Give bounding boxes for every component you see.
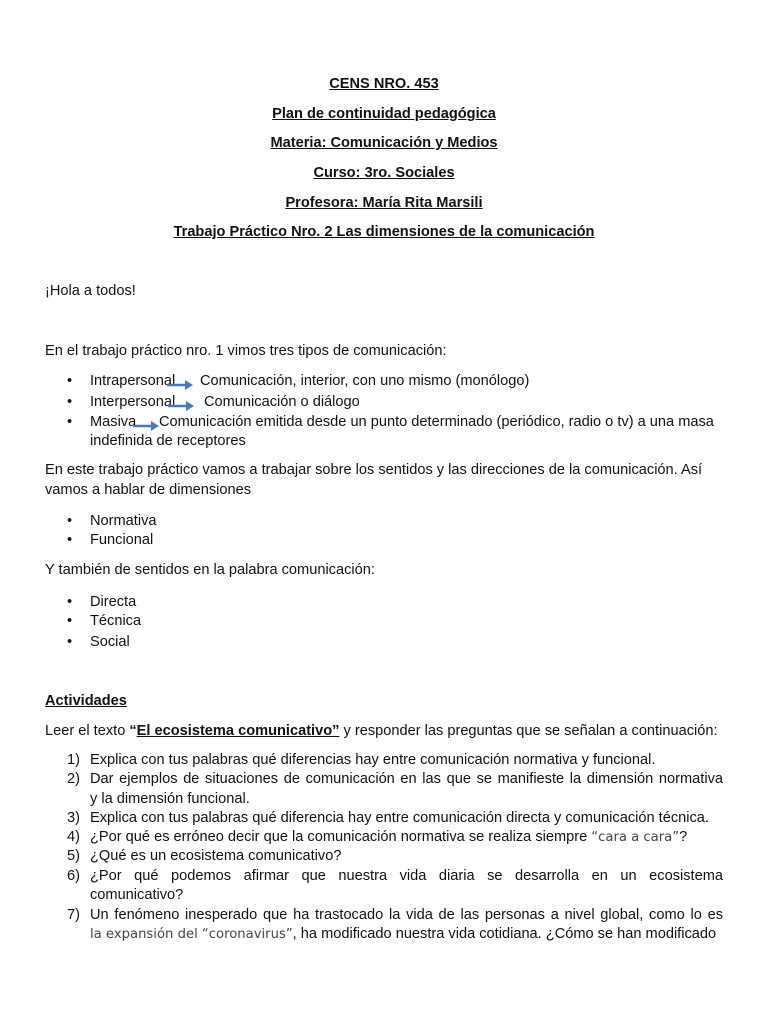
read-text-title: El ecosistema comunicativo” [136, 723, 340, 739]
question-text: Dar ejemplos de situaciones de comunicación en las que se manifieste la dimensión normativa [90, 771, 723, 787]
read-pre: Leer el texto [45, 723, 130, 739]
subject-title: Materia: Comunicación y Medios [270, 135, 498, 151]
read-post: y responder las preguntas que se señalan a continuación: [339, 723, 718, 739]
bullet-icon: • [67, 513, 73, 529]
type-desc: Comunicación o diálogo [204, 394, 360, 410]
bullet-icon: • [67, 373, 73, 389]
question-number: 3) [67, 810, 80, 826]
arrow-right-icon [133, 420, 159, 432]
arrow-right-icon [168, 400, 194, 412]
list-item: Normativa [90, 513, 157, 529]
type-desc: Comunicación emitida desde un punto determinado (periódico, radio o tv) a una masa [159, 414, 714, 430]
dimensions-paragraph-line2: vamos a hablar de dimensiones [45, 482, 252, 498]
question-quote: “cara a cara” [591, 830, 680, 845]
dimensions-paragraph-line1: En este trabajo práctico vamos a trabajar sobre los sentidos y las direcciones de la comunicación. Así [45, 462, 703, 478]
type-term: Intrapersonal [90, 373, 176, 389]
question-text-continued: y la dimensión funcional. [90, 791, 250, 807]
bullet-icon: • [67, 414, 73, 430]
arrow-right-icon [167, 379, 193, 391]
bullet-icon: • [67, 634, 73, 650]
plan-title: Plan de continuidad pedagógica [272, 106, 496, 122]
course-title: Curso: 3ro. Sociales [313, 165, 455, 181]
type-term: Interpersonal [90, 394, 176, 410]
greeting: ¡Hola a todos! [45, 283, 136, 299]
senses-intro: Y también de sentidos en la palabra comunicación: [45, 562, 375, 578]
question-number: 2) [67, 771, 80, 787]
type-term: Masiva [90, 414, 137, 430]
question-text: Explica con tus palabras qué diferencia hay entre comunicación directa y comunicación técnica. [90, 810, 709, 826]
activities-heading: Actividades [45, 693, 127, 709]
question-text: Un fenómeno inesperado que ha trastocado la vida de las personas a nivel global, como lo es [90, 907, 723, 923]
teacher-title: Profesora: María Rita Marsili [285, 195, 483, 211]
question-number: 5) [67, 848, 80, 864]
list-item: Funcional [90, 532, 154, 548]
question-number: 7) [67, 907, 80, 923]
bullet-icon: • [67, 613, 73, 629]
assignment-title: Trabajo Práctico Nro. 2 Las dimensiones de la comunicación [173, 224, 595, 240]
question-text-continued [90, 926, 723, 942]
list-item [90, 373, 175, 389]
question-text-part: ? [679, 829, 688, 845]
read-open-quote: “ [129, 723, 137, 739]
question-number: 4) [67, 829, 80, 845]
list-item: Directa [90, 594, 137, 610]
question-text: ¿Qué es un ecosistema comunicativo? [90, 848, 342, 864]
list-item: Técnica [90, 613, 142, 629]
question-number: 6) [67, 868, 80, 884]
bullet-icon: • [67, 594, 73, 610]
question-text-part: ¿Por qué es erróneo decir que la comunicación normativa se realiza siempre [90, 829, 592, 845]
type-desc: Comunicación, interior, con uno mismo (monólogo) [200, 373, 530, 389]
bullet-icon: • [67, 394, 73, 410]
question-text: Explica con tus palabras qué diferencias hay entre comunicación normativa y funcional. [90, 752, 656, 768]
question-text-part: , ha modificado nuestra vida cotidiana. ¿Cómo se han modificado [292, 926, 717, 942]
intro-paragraph: En el trabajo práctico nro. 1 vimos tres tipos de comunicación: [45, 343, 447, 359]
question-text-continued: comunicativo? [90, 887, 184, 903]
question-quote: la expansión del “coronavirus” [90, 927, 293, 942]
list-item: Social [90, 634, 130, 650]
school-title: CENS NRO. 453 [329, 76, 439, 92]
type-desc-continued: indefinida de receptores [90, 433, 246, 449]
read-instruction [45, 723, 718, 739]
question-text [90, 829, 723, 845]
question-number: 1) [67, 752, 80, 768]
question-text: ¿Por qué podemos afirmar que nuestra vida diaria se desarrolla en un ecosistema [90, 868, 723, 884]
bullet-icon: • [67, 532, 73, 548]
